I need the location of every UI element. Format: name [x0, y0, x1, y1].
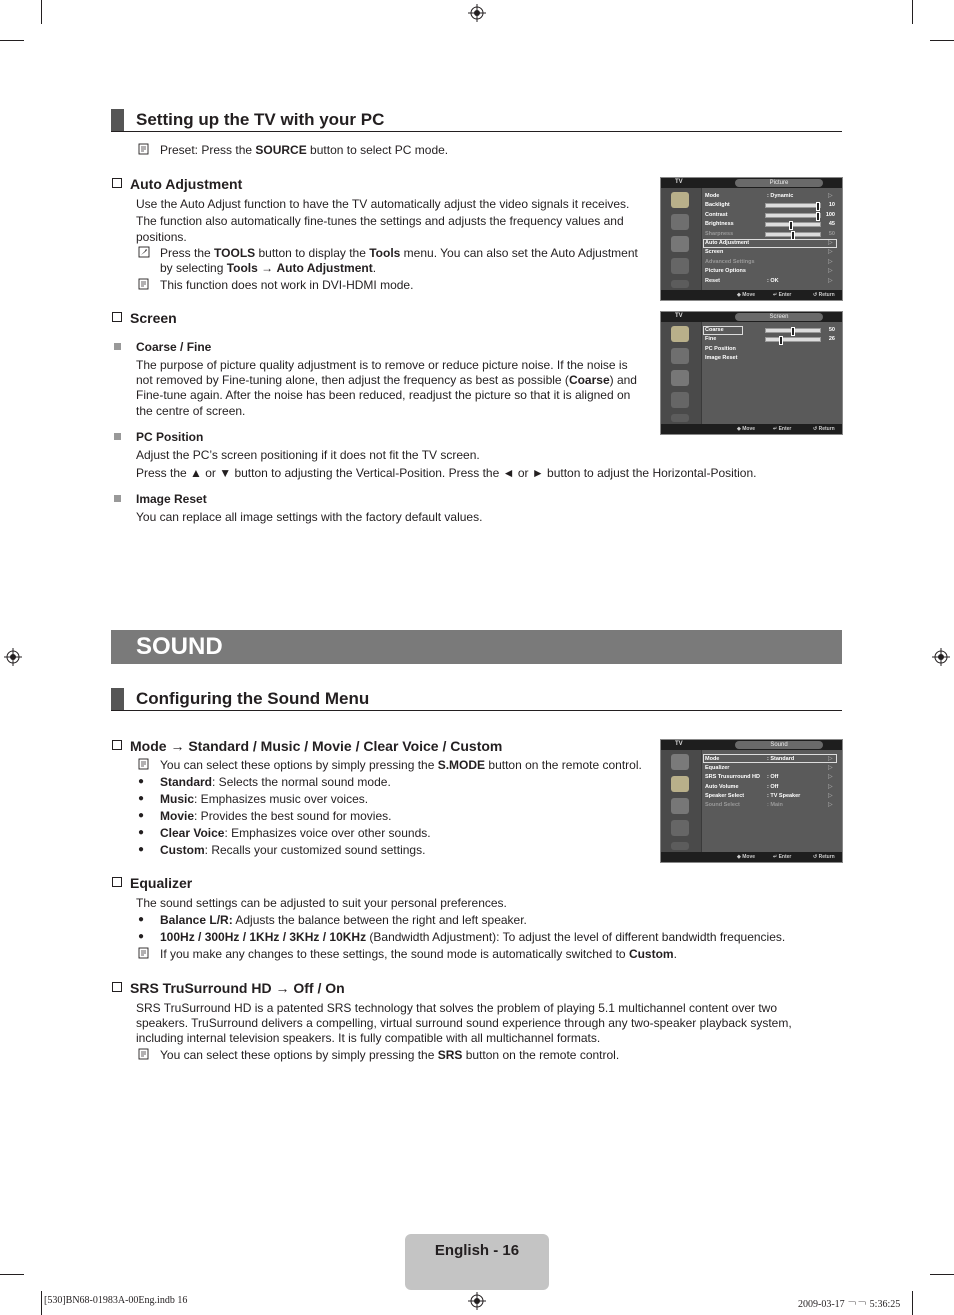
equalizer-note: [160, 946, 677, 963]
picture-icon: [671, 754, 689, 770]
mode-name: Standard: [160, 775, 213, 789]
note-icon: [138, 143, 150, 155]
crop-mark: [930, 40, 954, 41]
osd-tv-label: TV: [675, 313, 683, 319]
bullet-dot-icon: ●: [138, 793, 145, 804]
crop-mark: [930, 1274, 954, 1275]
osd-item-value: : Off: [767, 774, 779, 781]
osd-menu-item[interactable]: Mode: [705, 756, 720, 762]
mode-desc: : Provides the best sound for movies.: [194, 809, 392, 823]
mode-item: [160, 791, 368, 808]
mode-item: [160, 842, 425, 859]
osd-menu-item[interactable]: Speaker Select: [705, 792, 745, 799]
osd-menu-item[interactable]: Sound Select: [705, 802, 740, 808]
osd-slider-knob[interactable]: [791, 231, 795, 240]
chevron-right-icon: ▷: [828, 783, 833, 790]
osd-bottom-bar: ◆ Move ↵ Enter ↺ Return: [661, 424, 842, 434]
coarse-bold: Coarse: [568, 373, 610, 387]
tools-key: TOOLS: [214, 246, 256, 260]
channel-icon: [671, 370, 689, 386]
section-heading-pc: [111, 109, 842, 132]
osd-menu-item[interactable]: Fine: [705, 336, 717, 343]
crop-mark: [912, 1291, 913, 1315]
osd-menu-item[interactable]: Equalizer: [705, 765, 730, 772]
osd-menu-item[interactable]: Advanced Settings: [705, 258, 755, 265]
preset-text-end: button to select PC mode.: [306, 143, 449, 157]
square-bullet-icon: [114, 343, 121, 350]
osd-slider-bar[interactable]: [765, 203, 821, 208]
osd-menu-item[interactable]: Screen: [705, 249, 724, 256]
osd-enter-label: Enter: [778, 854, 792, 860]
tools-text: by selecting: [160, 261, 227, 275]
chevron-right-icon: ▷: [828, 258, 833, 265]
osd-item-number: 26: [828, 336, 835, 343]
bullet-dot-icon: ●: [138, 776, 145, 787]
note-icon: [138, 278, 150, 290]
registration-mark-icon: [468, 4, 486, 22]
balance-desc: Adjusts the balance between the right and left speaker.: [232, 913, 527, 927]
section-title: Setting up the TV with your PC: [136, 110, 385, 129]
section-heading-sound: [111, 688, 842, 711]
srs-note: [160, 1047, 619, 1064]
registration-mark-icon: [468, 1292, 486, 1310]
page-number-box: [405, 1234, 549, 1290]
chevron-right-icon: ▷: [828, 756, 833, 762]
pc-position-line1: Adjust the PC’s screen positioning if it does not fit the TV screen.: [136, 448, 480, 462]
equalizer-heading: [112, 874, 192, 892]
osd-menu-item[interactable]: Mode: [705, 193, 720, 199]
page-number: English - 16: [434, 1242, 520, 1259]
srs-key: SRS: [437, 1048, 463, 1062]
note-text: button on the remote control.: [462, 1048, 620, 1062]
osd-return-label: Return: [818, 854, 835, 860]
bullet-dot-icon: ●: [138, 810, 145, 821]
setup-icon: [671, 820, 689, 836]
registration-mark-icon: [4, 648, 22, 666]
osd-slider-bar[interactable]: [765, 232, 821, 237]
heading-text: Screen: [130, 310, 177, 326]
equalizer-item: [160, 912, 527, 929]
coarse-text: ) and: [609, 373, 637, 387]
image-reset-heading: Image Reset: [136, 492, 207, 506]
chapter-title: SOUND: [136, 633, 223, 660]
tools-text: menu. You can also set the Auto Adjustment: [400, 246, 638, 260]
checkbox-square-icon: [112, 178, 122, 188]
osd-enter-label: Enter: [778, 426, 792, 432]
mode-item: [160, 774, 391, 791]
setup-icon: [671, 392, 689, 408]
osd-menu-item[interactable]: SRS Trusurround HD: [705, 774, 761, 781]
smode-note: [160, 757, 642, 774]
osd-bottom-bar: ◆ Move ↵ Enter ↺ Return: [661, 290, 842, 300]
print-slug-right: 2009-03-17 ￢￢ 5:36:25: [798, 1299, 901, 1310]
osd-title: Sound: [735, 741, 823, 749]
coarse-line3: Fine-tune again. After the noise has been reduced, readjust the picture so that it is aligned on: [136, 388, 631, 402]
heading-text: Auto Adjustment: [130, 176, 243, 192]
osd-menu-item[interactable]: Auto Adjustment: [705, 240, 750, 246]
mode-desc: : Emphasizes voice over other sounds.: [224, 826, 431, 840]
osd-item-number: 45: [828, 221, 835, 228]
osd-slider-knob[interactable]: [779, 336, 783, 345]
equalizer-item: [160, 929, 785, 946]
osd-menu-item[interactable]: Image Reset: [705, 355, 738, 362]
chevron-right-icon: ▷: [828, 240, 833, 246]
osd-sidebar: [661, 750, 701, 852]
osd-sidebar: [661, 188, 701, 290]
note-text: .: [673, 947, 677, 961]
custom-mode: Custom: [628, 947, 674, 961]
remote-note-icon: [138, 758, 150, 770]
print-slug-left: [530]BN68-01983A-00Eng.indb 16: [44, 1295, 188, 1306]
osd-return-label: Return: [818, 292, 835, 298]
chevron-right-icon: ▷: [828, 193, 833, 199]
tv-osd-sound-menu: [660, 739, 843, 863]
screen-heading: [112, 309, 177, 327]
bullet-dot-icon: ●: [138, 844, 145, 855]
osd-item-number: 10: [828, 202, 835, 209]
coarse-line1: The purpose of picture quality adjustment is to remove or reduce picture noise. If the noise is: [136, 358, 628, 372]
mode-desc: : Emphasizes music over voices.: [194, 792, 369, 806]
bandwidth-label: 100Hz / 300Hz / 1KHz / 3KHz / 10KHz: [160, 930, 367, 944]
tools-text: button to display the: [255, 246, 370, 260]
chevron-right-icon: ▷: [828, 802, 833, 808]
mode-name: Clear Voice: [160, 826, 225, 840]
balance-label: Balance L/R:: [160, 913, 233, 927]
osd-move-label: Move: [742, 426, 756, 432]
bullet-dot-icon: ●: [138, 914, 145, 925]
osd-menu-item[interactable]: Sharpness: [705, 230, 734, 237]
input-icon: [671, 280, 689, 288]
osd-item-number: 100: [825, 211, 835, 218]
source-key: SOURCE: [255, 143, 307, 157]
osd-item-value: : Dynamic: [767, 193, 794, 199]
osd-menu-item[interactable]: Picture Options: [705, 268, 746, 275]
osd-tv-label: TV: [675, 741, 683, 747]
osd-return-label: Return: [818, 426, 835, 432]
coarse-fine-heading: Coarse / Fine: [136, 340, 212, 354]
bullet-dot-icon: ●: [138, 827, 145, 838]
srs-line1: SRS TruSurround HD is a patented SRS technology that solves the problem of playing 5.1 multichannel content over two: [136, 1001, 778, 1015]
osd-menu-item[interactable]: PC Position: [705, 345, 736, 352]
note-text: You can select these options by simply pressing the: [160, 758, 438, 772]
dvi-note: This function does not work in DVI-HDMI mode.: [160, 278, 414, 292]
osd-menu-item[interactable]: Contrast: [705, 211, 728, 218]
chevron-right-icon: ▷: [828, 277, 833, 284]
crop-mark: [41, 0, 42, 24]
sound-icon: [671, 214, 689, 230]
heading-text: Mode → Standard / Music / Movie / Clear Voice / Custom: [130, 738, 503, 754]
osd-title: Picture: [735, 179, 823, 187]
osd-item-number: 50: [828, 230, 835, 237]
osd-item-value: : OK: [767, 277, 779, 284]
picture-icon: [671, 326, 689, 342]
crop-mark: [0, 40, 24, 41]
osd-slider-knob[interactable]: [789, 221, 793, 230]
osd-item-value: : TV Speaker: [767, 792, 801, 799]
square-bullet-icon: [114, 433, 121, 440]
picture-icon: [671, 192, 689, 208]
osd-tv-label: TV: [675, 179, 683, 185]
osd-slider-bar[interactable]: [765, 222, 821, 227]
osd-slider-knob[interactable]: [816, 202, 820, 211]
input-icon: [671, 842, 689, 850]
srs-line3: including internal television speakers. It is fully compatible with all multichannel formats.: [136, 1031, 601, 1045]
osd-sidebar: [661, 322, 701, 424]
bullet-dot-icon: ●: [138, 931, 145, 942]
osd-bottom-bar: ◆ Move ↵ Enter ↺ Return: [661, 852, 842, 862]
checkbox-square-icon: [112, 312, 122, 322]
checkbox-square-icon: [112, 982, 122, 992]
mode-item: [160, 808, 391, 825]
osd-item-value: : Main: [767, 802, 783, 808]
osd-move-label: Move: [742, 292, 756, 298]
sound-chapter-band: [111, 630, 842, 664]
tv-osd-screen-menu: [660, 311, 843, 435]
osd-slider-knob[interactable]: [816, 212, 820, 221]
mode-heading: [112, 737, 502, 755]
tools-menu: Tools: [369, 246, 401, 260]
input-icon: [671, 414, 689, 422]
heading-text: SRS TruSurround HD → Off / On: [130, 980, 345, 996]
sound-icon: [671, 348, 689, 364]
osd-menu-item[interactable]: Brightness: [705, 221, 734, 228]
tools-text: .: [372, 261, 377, 275]
osd-item-value: : Off: [767, 783, 779, 790]
chevron-right-icon: ▷: [828, 765, 833, 772]
preset-note: [160, 142, 448, 159]
osd-menu-item[interactable]: Reset: [705, 277, 720, 284]
chevron-right-icon: ▷: [828, 268, 833, 275]
setup-icon: [671, 258, 689, 274]
channel-icon: [671, 798, 689, 814]
note-text: button on the remote control.: [485, 758, 642, 772]
tools-icon: [138, 246, 150, 258]
crop-mark: [912, 0, 913, 24]
crop-mark: [41, 1291, 42, 1315]
osd-move-label: Move: [742, 854, 756, 860]
chevron-right-icon: ▷: [828, 774, 833, 781]
mode-name: Movie: [160, 809, 195, 823]
chevron-right-icon: ▷: [828, 249, 833, 256]
channel-icon: [671, 236, 689, 252]
osd-enter-label: Enter: [778, 292, 792, 298]
note-text: If you make any changes to these settings, the sound mode is automatically switched to: [160, 947, 629, 961]
pc-position-heading: PC Position: [136, 430, 204, 444]
square-bullet-icon: [114, 495, 121, 502]
registration-mark-icon: [932, 648, 950, 666]
checkbox-square-icon: [112, 740, 122, 750]
heading-block: [111, 109, 124, 131]
auto-adjustment-item: Auto Adjustment: [276, 261, 373, 275]
osd-menu-item[interactable]: Backlight: [705, 202, 730, 209]
mode-name: Music: [160, 792, 195, 806]
osd-menu-item[interactable]: Coarse: [705, 327, 724, 333]
mode-name: Custom: [160, 843, 205, 857]
osd-slider-knob[interactable]: [791, 327, 795, 336]
remote-note-icon: [138, 1048, 150, 1060]
heading-text: Equalizer: [130, 875, 193, 891]
mode-desc: : Recalls your customized sound settings.: [204, 843, 426, 857]
equalizer-intro: The sound settings can be adjusted to suit your personal preferences.: [136, 896, 507, 910]
osd-menu-item[interactable]: Auto Volume: [705, 783, 739, 790]
osd-slider-bar[interactable]: [765, 213, 821, 218]
osd-title: Screen: [735, 313, 823, 321]
preset-text: Preset: Press the: [160, 143, 256, 157]
srs-heading: [112, 979, 345, 997]
chevron-right-icon: ▷: [828, 792, 833, 799]
tools-arrow: →: [257, 261, 277, 275]
mode-item: [160, 825, 431, 842]
srs-line2: speakers. TruSurround delivers a compelling, virtual surround sound experience through any two-speaker playback system,: [136, 1016, 792, 1030]
tools-note-line2: [160, 260, 376, 277]
note-text: You can select these options by simply pressing the: [160, 1048, 438, 1062]
smode-key: S.MODE: [437, 758, 486, 772]
mode-desc: : Selects the normal sound mode.: [212, 775, 391, 789]
tools-text: Press the: [160, 246, 215, 260]
checkbox-square-icon: [112, 877, 122, 887]
osd-item-value: : Standard: [767, 756, 795, 762]
pc-position-line2: Press the ▲ or ▼ button to adjusting the Vertical-Position. Press the ◄ or ► button to adjust the Horizontal-Position.: [136, 466, 757, 480]
heading-block: [111, 688, 124, 710]
note-icon: [138, 947, 150, 959]
osd-slider-bar[interactable]: [765, 337, 821, 342]
coarse-text: not removed by Fine-tuning alone, then adjust the frequency as best as possible (: [136, 373, 569, 387]
sound-icon: [671, 776, 689, 792]
coarse-line4: the centre of screen.: [136, 404, 246, 418]
auto-adjustment-heading: [112, 175, 242, 193]
auto-adjust-line1: Use the Auto Adjust function to have the TV automatically adjust the video signals it receives.: [136, 197, 630, 211]
image-reset-line1: You can replace all image settings with the factory default values.: [136, 510, 483, 524]
auto-adjust-line2: The function also automatically fine-tunes the settings and adjusts the frequency values and: [136, 214, 624, 228]
bandwidth-desc: (Bandwidth Adjustment): To adjust the level of different bandwidth frequencies.: [366, 930, 786, 944]
tv-osd-picture-menu: [660, 177, 843, 301]
auto-adjust-line3: positions.: [136, 230, 187, 244]
crop-mark: [0, 1274, 24, 1275]
section-title: Configuring the Sound Menu: [136, 689, 370, 708]
tools-menu: Tools: [226, 261, 258, 275]
osd-slider-bar[interactable]: [765, 328, 821, 333]
osd-item-number: 50: [828, 327, 835, 333]
